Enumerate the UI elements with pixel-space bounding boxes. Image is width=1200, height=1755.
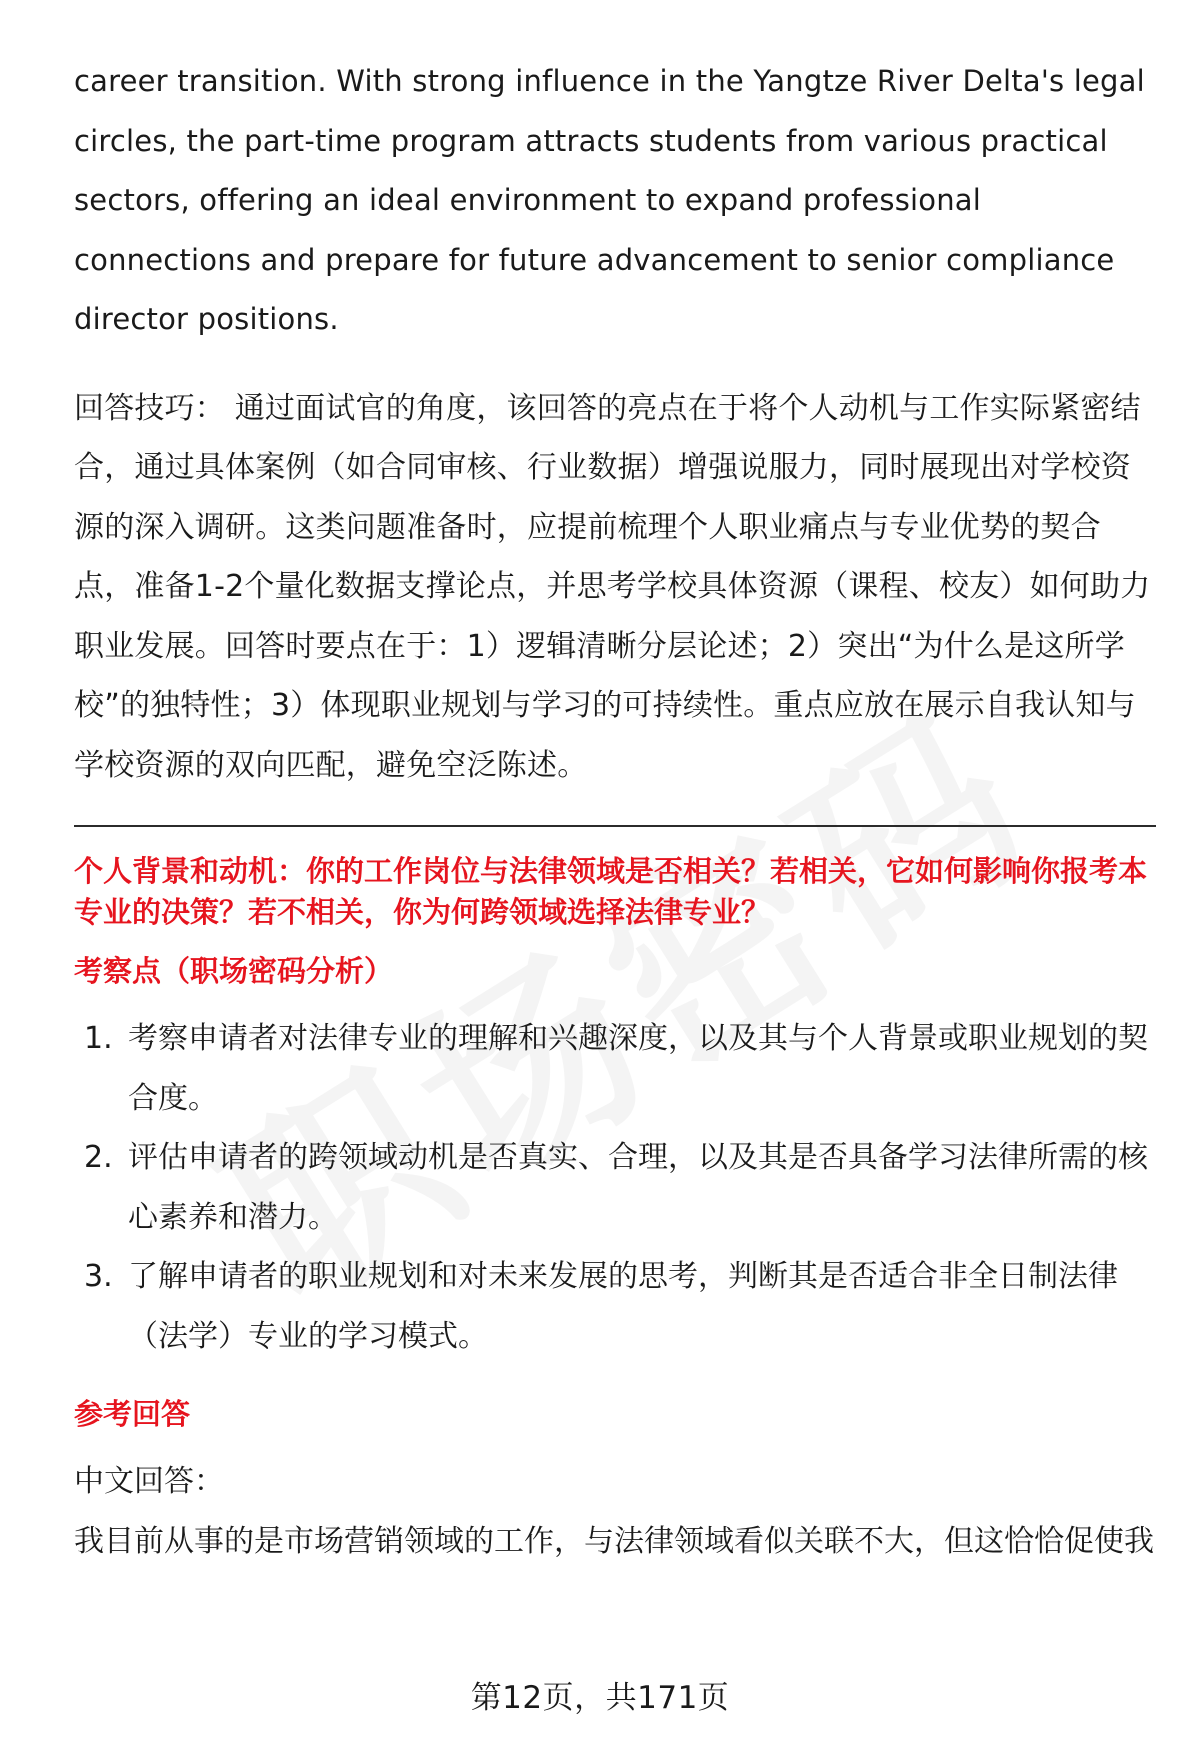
analysis-item <box>74 1128 1154 1247</box>
analysis-list <box>74 1009 1154 1366</box>
analysis-title: 考察点（职场密码分析） <box>74 954 394 988</box>
section-divider <box>74 825 1156 827</box>
analysis-item-text: 了解申请者的职业规划和对未来发展的思考，判断其是否适合非全日制法律（法学）专业的学习模式。 <box>128 1259 1118 1354</box>
reference-answer-title: 参考回答 <box>74 1397 191 1431</box>
chinese-answer-label: 中文回答： <box>74 1464 224 1499</box>
page-number: 第12页，共171页 <box>470 1680 730 1716</box>
analysis-item-text: 考察申请者对法律专业的理解和兴趣深度，以及其与个人背景或职业规划的契合度。 <box>128 1021 1148 1116</box>
analysis-item-text: 评估申请者的跨领域动机是否真实、合理，以及其是否具备学习法律所需的核心素养和潜力。 <box>128 1140 1148 1235</box>
intro-paragraph: career transition. With strong influence in the Yangtze River Delta's legal circles, the part-time program attracts students from various practical sectors, offering an ideal environment to expand professional connections and prepare for future advancement to senior compliance director positions. <box>74 64 1145 336</box>
list-number: 2. <box>84 1140 113 1175</box>
chinese-answer-text: 我目前从事的是市场营销领域的工作，与法律领域看似关联不大，但这恰恰促使我 <box>74 1523 1154 1559</box>
list-number: 3. <box>84 1259 113 1294</box>
question-heading: 个人背景和动机：你的工作岗位与法律领域是否相关？若相关，它如何影响你报考本专业的决策？若不相关，你为何跨领域选择法律专业？ <box>74 854 1148 929</box>
analysis-item <box>74 1009 1154 1128</box>
answer-tips-paragraph: 回答技巧： 通过面试官的角度，该回答的亮点在于将个人动机与工作实际紧密结合，通过具体案例（如合同审核、行业数据）增强说服力，同时展现出对学校资源的深入调研。这类问题准备时，应提前梳理个人职业痛点与专业优势的契合点，准备1-2个量化数据支撑论点，并思考学校具体资源（课程、校友）如何助力职业发展。回答时要点在于：1）逻辑清晰分层论述；2）突出“为什么是这所学校”的独特性；3）体现职业规划与学习的可持续性。重点应放在展示自我认知与学校资源的双向匹配，避免空泛陈述。 <box>74 390 1151 783</box>
list-number: 1. <box>84 1021 113 1056</box>
document-page <box>74 52 1154 1571</box>
analysis-item <box>74 1247 1154 1366</box>
